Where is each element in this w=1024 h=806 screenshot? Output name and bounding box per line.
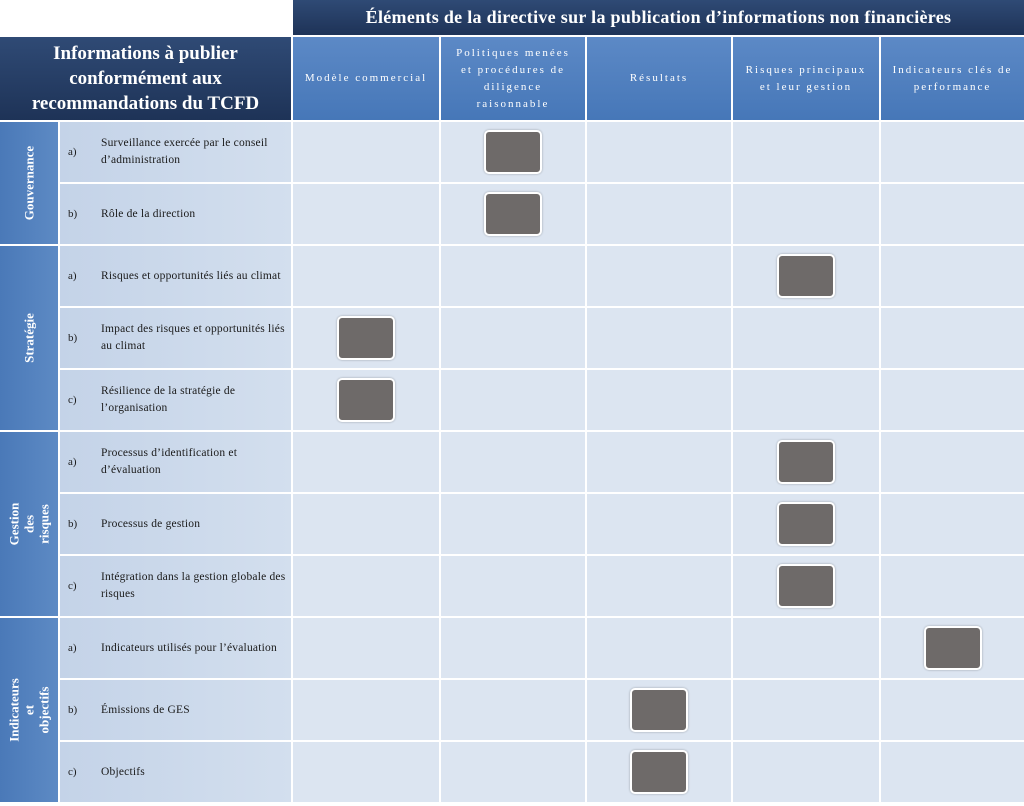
grid-cell [881, 742, 1024, 802]
column-header-3 [587, 37, 731, 120]
row-text: Intégration dans la gestion globale des risques [101, 571, 286, 600]
grid-cell [587, 618, 731, 678]
section-label [0, 246, 58, 432]
correspondence-marker [630, 750, 688, 794]
row-text: Objectifs [101, 765, 145, 778]
column-header-1 [293, 37, 439, 120]
grid-cell [881, 494, 1024, 554]
grid-cell [881, 122, 1024, 182]
row-text: Résilience de la stratégie de l’organisation [101, 385, 236, 414]
row-text: Émissions de GES [101, 703, 190, 716]
grid-cell [733, 184, 879, 244]
column-header-text: Risques principaux et leur gestion [745, 63, 867, 93]
grid-cell [881, 432, 1024, 492]
grid-cell [881, 680, 1024, 740]
section-label-text: Indicateurs et objectifs [6, 678, 52, 742]
row-label [60, 618, 291, 678]
correspondence-marker [777, 564, 835, 608]
grid-cell [293, 184, 439, 244]
grid-cell [441, 680, 585, 740]
grid-cell [441, 618, 585, 678]
grid-cell [733, 308, 879, 368]
row-label [60, 680, 291, 740]
row-letter: c) [68, 393, 77, 406]
grid-cell [881, 308, 1024, 368]
grid-cell [293, 246, 439, 306]
grid-cell [587, 556, 731, 616]
column-header-2 [441, 37, 585, 120]
row-text: Risques et opportunités liés au climat [101, 269, 281, 282]
grid-cell [293, 432, 439, 492]
correspondence-marker [484, 192, 542, 236]
section-label [0, 432, 58, 618]
grid-cell [587, 184, 731, 244]
grid-cell [587, 246, 731, 306]
column-header-text: Résultats [629, 72, 689, 84]
grid-cell [881, 370, 1024, 430]
section-label-text: Gouvernance [21, 145, 37, 221]
grid-cell [293, 742, 439, 802]
grid-cell [441, 742, 585, 802]
grid-cell [587, 122, 731, 182]
correspondence-marker [484, 130, 542, 174]
row-text: Indicateurs utilisés pour l’évaluation [101, 641, 277, 654]
row-letter: b) [68, 207, 78, 220]
row-label [60, 432, 291, 492]
row-label [60, 246, 291, 306]
grid-cell [293, 680, 439, 740]
row-label [60, 370, 291, 430]
grid-cell [881, 246, 1024, 306]
grid-cell [293, 122, 439, 182]
grid-cell [441, 556, 585, 616]
row-letter: a) [68, 145, 77, 158]
correspondence-marker [777, 502, 835, 546]
column-header-5 [881, 37, 1024, 120]
grid-cell [293, 618, 439, 678]
row-label [60, 556, 291, 616]
row-label [60, 122, 291, 182]
grid-cell [293, 556, 439, 616]
row-letter: c) [68, 579, 77, 592]
row-label [60, 184, 291, 244]
row-letter: b) [68, 703, 78, 716]
row-label [60, 742, 291, 802]
correspondence-marker [337, 316, 395, 360]
grid-cell [441, 494, 585, 554]
section-label [0, 618, 58, 804]
row-label [60, 494, 291, 554]
grid-cell [441, 246, 585, 306]
grid-cell [881, 184, 1024, 244]
row-letter: b) [68, 517, 78, 530]
row-label [60, 308, 291, 368]
grid-cell [441, 308, 585, 368]
grid-cell [733, 618, 879, 678]
tcfd-header-text: Informations à publier conformément aux recommandations du TCFD [31, 43, 260, 114]
section-label [0, 122, 58, 246]
column-header-text: Indicateurs clés de performance [892, 63, 1013, 93]
grid-cell [441, 432, 585, 492]
column-header-text: Modèle commercial [304, 72, 428, 84]
correspondence-marker [777, 254, 835, 298]
grid-cell [587, 308, 731, 368]
grid-cell [733, 742, 879, 802]
row-letter: a) [68, 641, 77, 654]
grid-cell [587, 432, 731, 492]
column-header-text: Politiques menées et procédures de diligence raisonnable [456, 46, 570, 110]
row-text: Impact des risques et opportunités liés au climat [101, 323, 285, 352]
column-header-4 [733, 37, 879, 120]
grid-cell [441, 370, 585, 430]
correspondence-marker [337, 378, 395, 422]
row-letter: c) [68, 765, 77, 778]
row-letter: b) [68, 331, 78, 344]
grid-cell [733, 122, 879, 182]
grid-cell [587, 370, 731, 430]
grid-cell [587, 494, 731, 554]
row-text: Processus d’identification et d’évaluation [101, 447, 238, 476]
row-letter: a) [68, 455, 77, 468]
grid-cell [881, 556, 1024, 616]
row-text: Rôle de la direction [101, 207, 196, 220]
section-label-text: Stratégie [21, 313, 37, 363]
directive-title: Éléments de la directive sur la publication d’informations non financières [293, 0, 1024, 35]
grid-cell [733, 370, 879, 430]
section-label-text: Gestion des risques [6, 502, 52, 546]
grid-cell [733, 680, 879, 740]
row-letter: a) [68, 269, 77, 282]
grid-cell [293, 494, 439, 554]
correspondence-marker [777, 440, 835, 484]
row-text: Surveillance exercée par le conseil d’administration [101, 137, 268, 166]
tcfd-header [0, 37, 291, 120]
correspondence-marker [630, 688, 688, 732]
row-text: Processus de gestion [101, 517, 201, 530]
correspondence-marker [924, 626, 982, 670]
